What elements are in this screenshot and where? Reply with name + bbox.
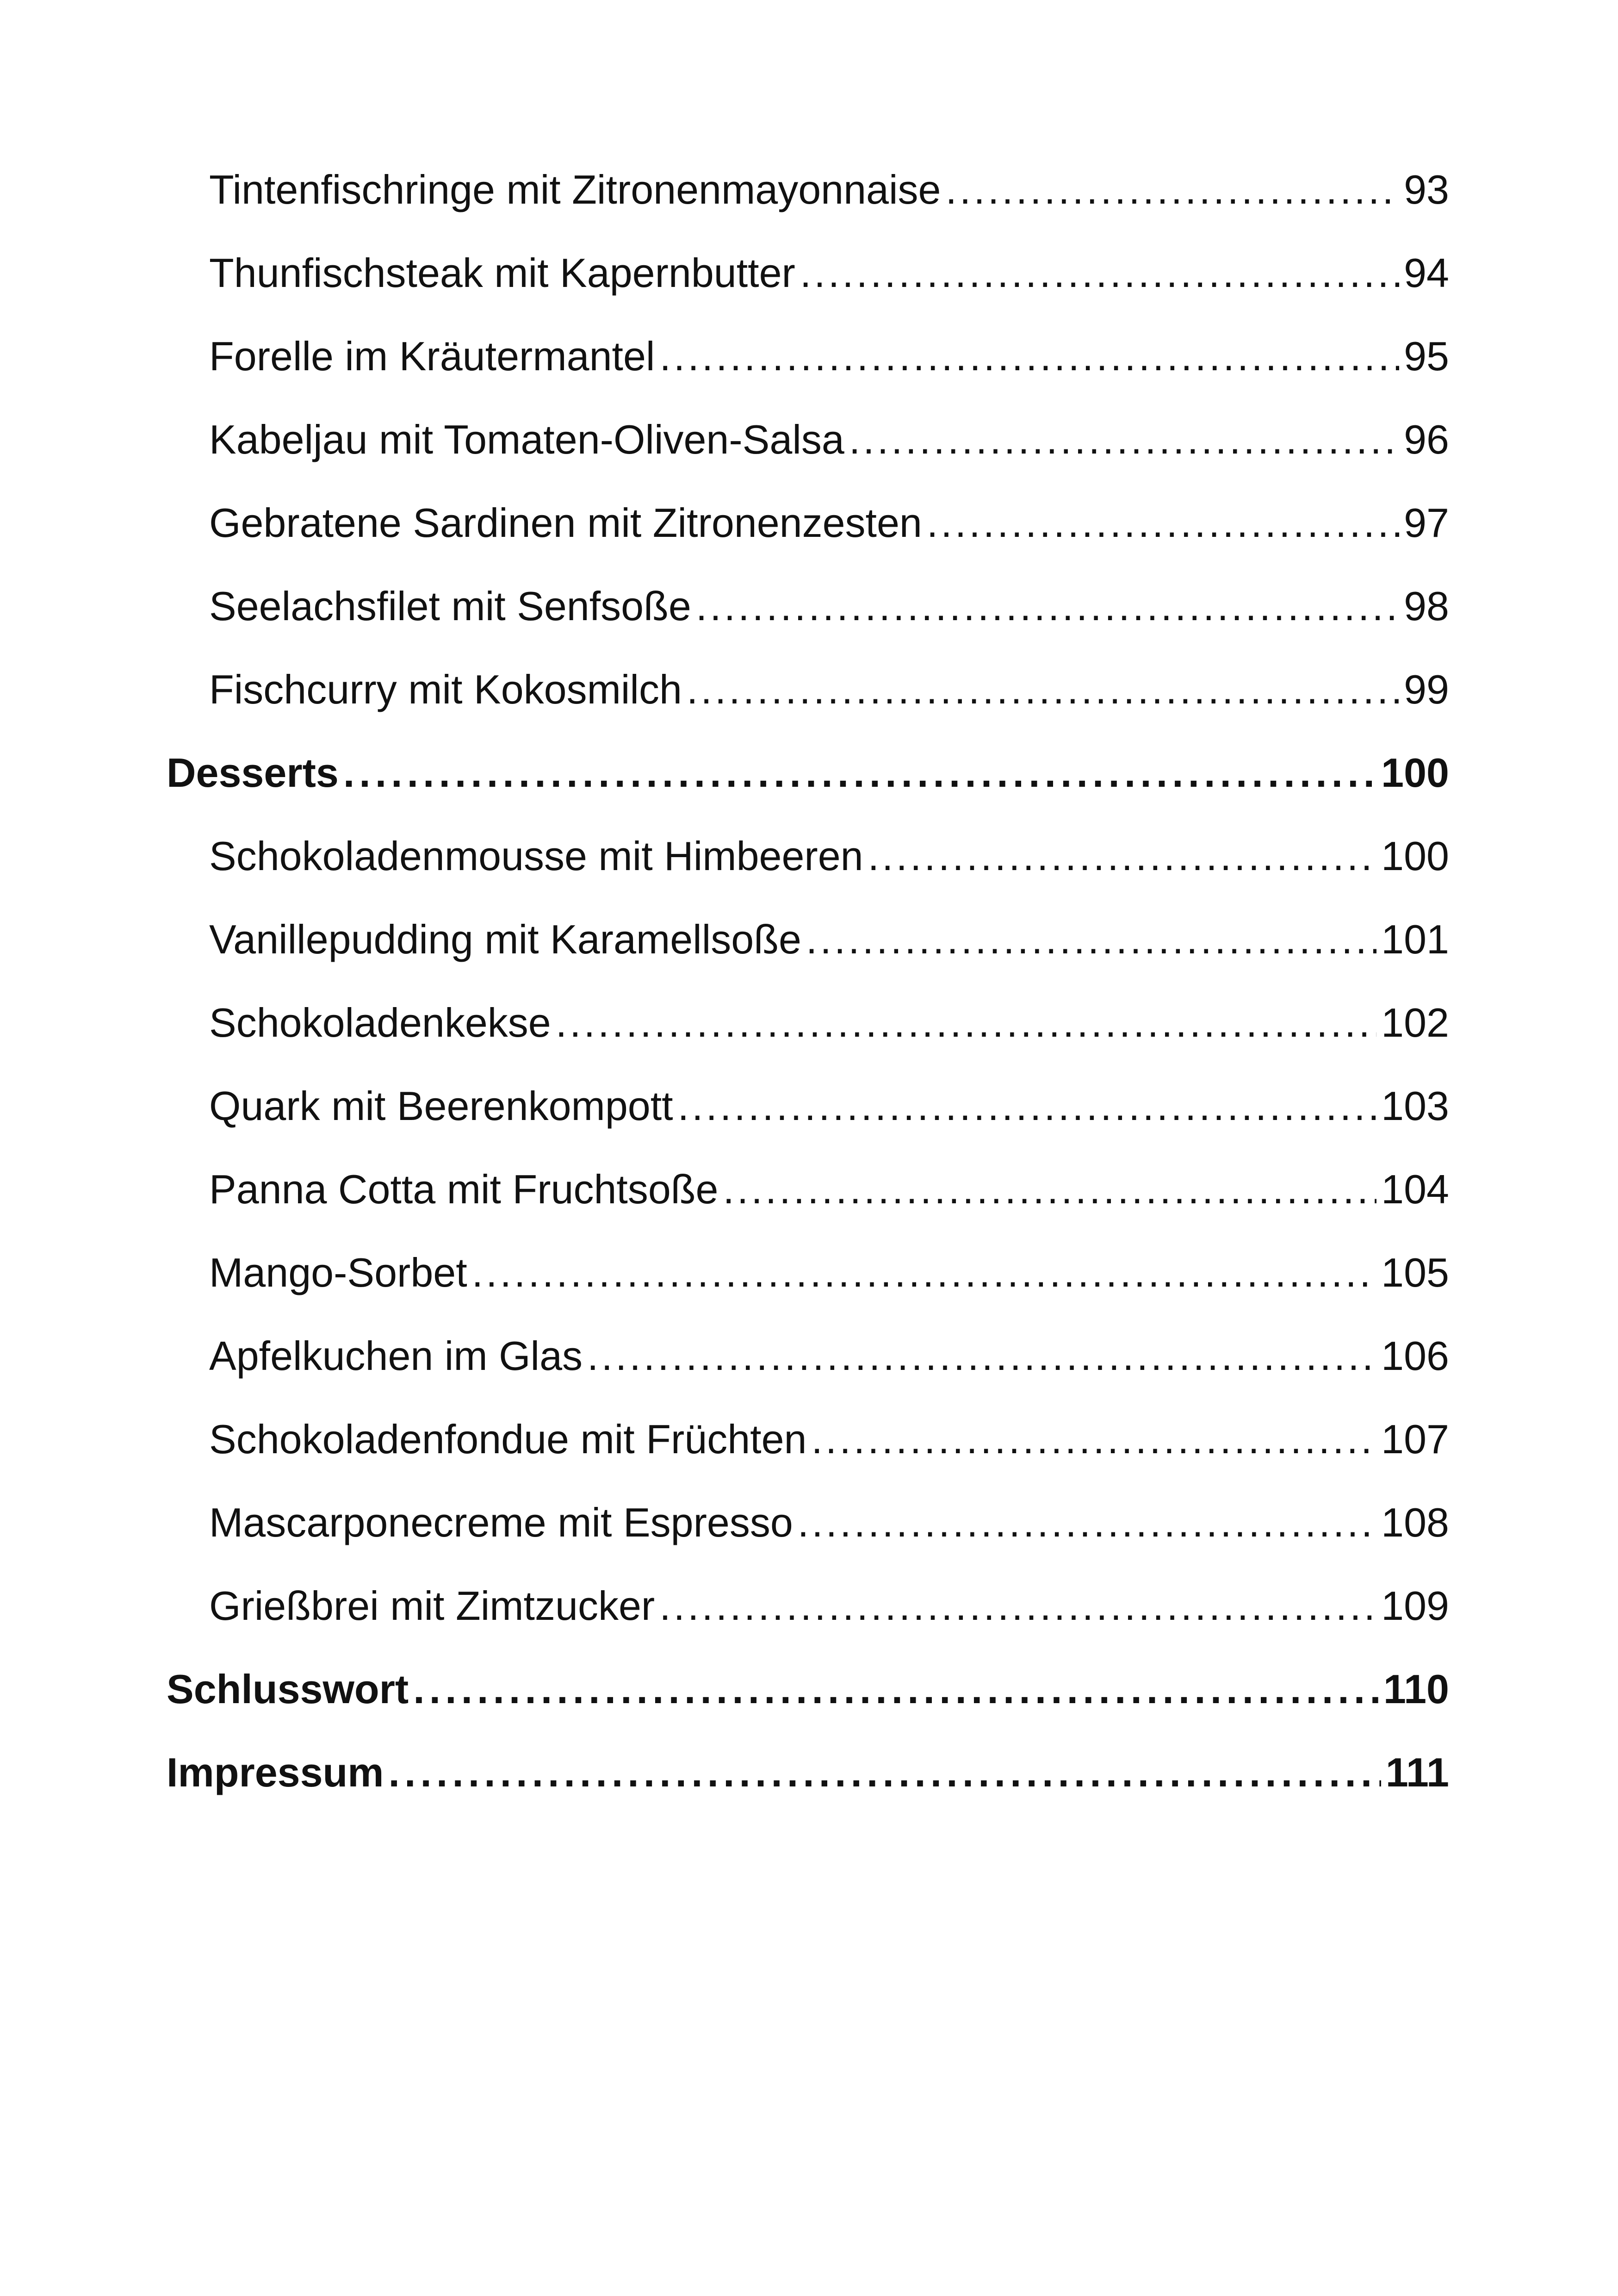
dot-leader <box>472 1245 1377 1300</box>
toc-entry-page: 108 <box>1381 1500 1449 1545</box>
toc-entry-page: 104 <box>1381 1166 1449 1212</box>
toc-entry-title: Thunfischsteak mit Kapernbutter <box>209 250 795 296</box>
toc-section-page: 111 <box>1385 1749 1449 1795</box>
toc-entry[interactable] <box>209 495 1449 551</box>
toc-entry-page: 99 <box>1404 666 1449 712</box>
toc-entry-title: Panna Cotta mit Fruchtsoße <box>209 1166 719 1212</box>
toc-entry[interactable] <box>209 162 1449 218</box>
toc-entry-page: 96 <box>1404 417 1449 462</box>
toc-entry-title: Fischcurry mit Kokosmilch <box>209 666 682 712</box>
dot-leader <box>678 1078 1377 1134</box>
toc-entry-title: Schokoladenkekse <box>209 1000 551 1045</box>
toc-entry[interactable] <box>209 245 1449 301</box>
toc-entry-page: 102 <box>1381 1000 1449 1045</box>
toc-entry-page: 105 <box>1381 1250 1449 1295</box>
toc-entry-title: Grießbrei mit Zimtzucker <box>209 1583 655 1629</box>
toc-entry-page: 103 <box>1381 1083 1449 1129</box>
toc-entry-page: 100 <box>1381 833 1449 879</box>
toc-entry-title: Seelachsfilet mit Senfsoße <box>209 583 691 629</box>
toc-entry-page: 106 <box>1381 1333 1449 1379</box>
toc-entry-page: 93 <box>1404 167 1449 212</box>
toc-section-title: Schlusswort <box>167 1666 409 1712</box>
toc-entry[interactable] <box>209 1495 1449 1550</box>
toc-entry-page: 98 <box>1404 583 1449 629</box>
toc-entry[interactable] <box>209 579 1449 634</box>
toc-entry-title: Mascarponecreme mit Espresso <box>209 1500 793 1545</box>
dot-leader <box>587 1328 1376 1384</box>
toc-entry[interactable] <box>209 412 1449 467</box>
dot-leader <box>389 1745 1381 1800</box>
toc-entry-title: Kabeljau mit Tomaten-Oliven-Salsa <box>209 417 844 462</box>
toc-section-title: Desserts <box>167 750 339 796</box>
toc-section-title: Impressum <box>167 1749 384 1795</box>
toc-entry[interactable] <box>209 1578 1449 1634</box>
dot-leader <box>798 1495 1376 1550</box>
dot-leader <box>413 1661 1379 1717</box>
toc-entry-page: 94 <box>1404 250 1449 296</box>
toc-section-page: 100 <box>1381 750 1449 796</box>
toc-entry[interactable] <box>209 662 1449 717</box>
toc-entry-title: Gebratene Sardinen mit Zitronenzesten <box>209 500 922 546</box>
toc-entry[interactable] <box>209 1328 1449 1384</box>
toc-section-entry[interactable] <box>167 1661 1449 1717</box>
dot-leader <box>659 1578 1376 1634</box>
toc-section-entry[interactable] <box>167 1745 1449 1800</box>
dot-leader <box>800 245 1399 301</box>
dot-leader <box>659 329 1399 384</box>
dot-leader <box>868 828 1377 884</box>
dot-leader <box>343 745 1376 801</box>
toc-entry-page: 107 <box>1381 1416 1449 1462</box>
toc-entry-title: Mango-Sorbet <box>209 1250 467 1295</box>
dot-leader <box>811 1412 1376 1467</box>
toc-entry-title: Quark mit Beerenkompott <box>209 1083 673 1129</box>
toc-entry[interactable] <box>209 912 1449 967</box>
dot-leader <box>556 995 1376 1051</box>
toc-entry-title: Vanillepudding mit Karamellsoße <box>209 916 801 962</box>
toc-entry[interactable] <box>209 1245 1449 1300</box>
dot-leader <box>687 662 1399 717</box>
dot-leader <box>849 412 1399 467</box>
toc-entry[interactable] <box>209 1078 1449 1134</box>
toc-entry[interactable] <box>209 828 1449 884</box>
dot-leader <box>806 912 1376 967</box>
dot-leader <box>696 579 1399 634</box>
toc-entry[interactable] <box>209 1412 1449 1467</box>
toc-entry-title: Forelle im Kräutermantel <box>209 333 655 379</box>
toc-entry-title: Schokoladenmousse mit Himbeeren <box>209 833 863 879</box>
dot-leader <box>945 162 1399 218</box>
dot-leader <box>927 495 1399 551</box>
toc-entry[interactable] <box>209 1162 1449 1217</box>
toc-entry-title: Apfelkuchen im Glas <box>209 1333 583 1379</box>
toc-entry-page: 109 <box>1381 1583 1449 1629</box>
toc-entry[interactable] <box>209 995 1449 1051</box>
toc-entry-title: Tintenfischringe mit Zitronenmayonnaise <box>209 167 941 212</box>
toc-section-page: 110 <box>1383 1666 1449 1712</box>
toc-entry-page: 97 <box>1404 500 1449 546</box>
dot-leader <box>723 1162 1376 1217</box>
toc-entry[interactable] <box>209 329 1449 384</box>
toc-entry-page: 101 <box>1381 916 1449 962</box>
toc-entry-page: 95 <box>1404 333 1449 379</box>
toc-section-entry[interactable] <box>167 745 1449 801</box>
toc-entry-title: Schokoladenfondue mit Früchten <box>209 1416 807 1462</box>
